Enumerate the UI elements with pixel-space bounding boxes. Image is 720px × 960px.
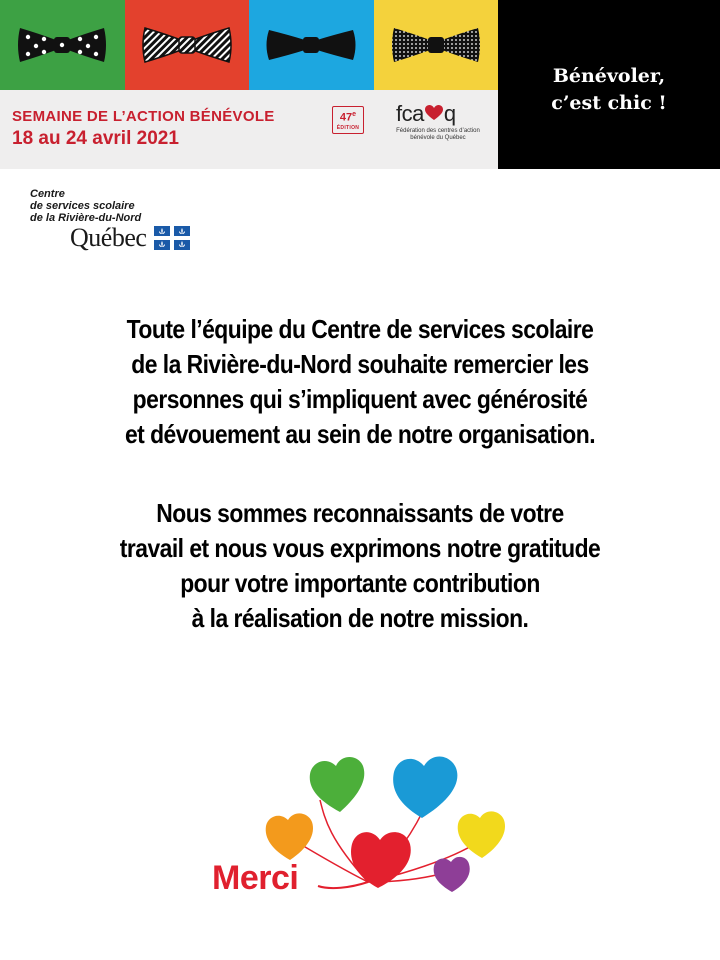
organization-name-line-3: de la Rivière-du-Nord: [30, 212, 142, 224]
message-line: et dévouement au sein de notre organisation.: [124, 419, 596, 449]
fcabq-logo: [396, 102, 492, 142]
message-paragraph-1: [43, 312, 677, 452]
edition-label: ÉDITION: [336, 124, 360, 131]
message-line: Toute l’équipe du Centre de services scolaire: [126, 314, 594, 344]
organization-logo: [30, 188, 240, 258]
slogan-panel: [498, 0, 720, 169]
message-line: Nous sommes reconnaissants de votre: [156, 498, 564, 528]
purple-heart-icon: [434, 857, 470, 892]
heart-icon: [425, 102, 443, 126]
banner-info: [0, 90, 498, 169]
message-line: à la réalisation de notre mission.: [191, 603, 529, 633]
bow-tie-solid-icon: [265, 22, 357, 68]
week-title: SEMAINE DE L’ACTION BÉNÉVOLE: [12, 108, 275, 125]
merci-word: Merci: [212, 859, 299, 897]
fcabq-subtitle: Fédération des centres d’action bénévole du Québec: [396, 128, 480, 141]
organization-name-line-2: de services scolaire: [30, 200, 135, 212]
red-heart-icon: [351, 832, 411, 888]
message-line: pour votre importante contribution: [180, 568, 540, 598]
slogan-line-2: c’est chic !: [551, 91, 667, 114]
fleurdelise-flag-icon: [154, 226, 190, 250]
bow-tie-tiles: [0, 0, 498, 90]
message-line: personnes qui s’impliquent avec générosité: [132, 384, 588, 414]
slogan: [551, 63, 666, 117]
quebec-signature: [70, 223, 190, 253]
blue-heart-icon: [393, 756, 457, 818]
slogan-line-1: Bénévoler,: [552, 64, 666, 87]
campaign-banner: [0, 0, 720, 169]
yellow-heart-icon: [458, 811, 505, 858]
message-paragraph-2: [43, 496, 677, 636]
merci-graphic: [200, 750, 520, 910]
quebec-wordmark: Québec: [70, 223, 147, 252]
organization-name-line-1: Centre: [30, 188, 65, 200]
organization-name: [30, 188, 240, 224]
tile-yellow: [374, 0, 499, 90]
tile-blue: [249, 0, 374, 90]
message-line: de la Rivière-du-Nord souhaite remercier les: [131, 349, 589, 379]
tile-red: [125, 0, 250, 90]
orange-heart-icon: [266, 813, 313, 860]
edition-number: 47e: [339, 111, 357, 124]
bow-tie-polka-icon: [390, 22, 482, 68]
edition-badge: [332, 106, 364, 134]
bow-tie-stripes-icon: [141, 22, 233, 68]
bow-tie-dots-icon: [16, 22, 108, 68]
fcabq-letter-q: q: [443, 101, 456, 126]
fcabq-wordmark: [396, 102, 492, 126]
fcabq-letters-fca: fca: [396, 101, 424, 126]
thank-you-message: [43, 312, 677, 636]
message-line: travail et nous vous exprimons notre gratitude: [119, 533, 601, 563]
week-dates: 18 au 24 avril 2021: [12, 128, 179, 149]
green-heart-icon: [310, 757, 365, 812]
tile-green: [0, 0, 125, 90]
